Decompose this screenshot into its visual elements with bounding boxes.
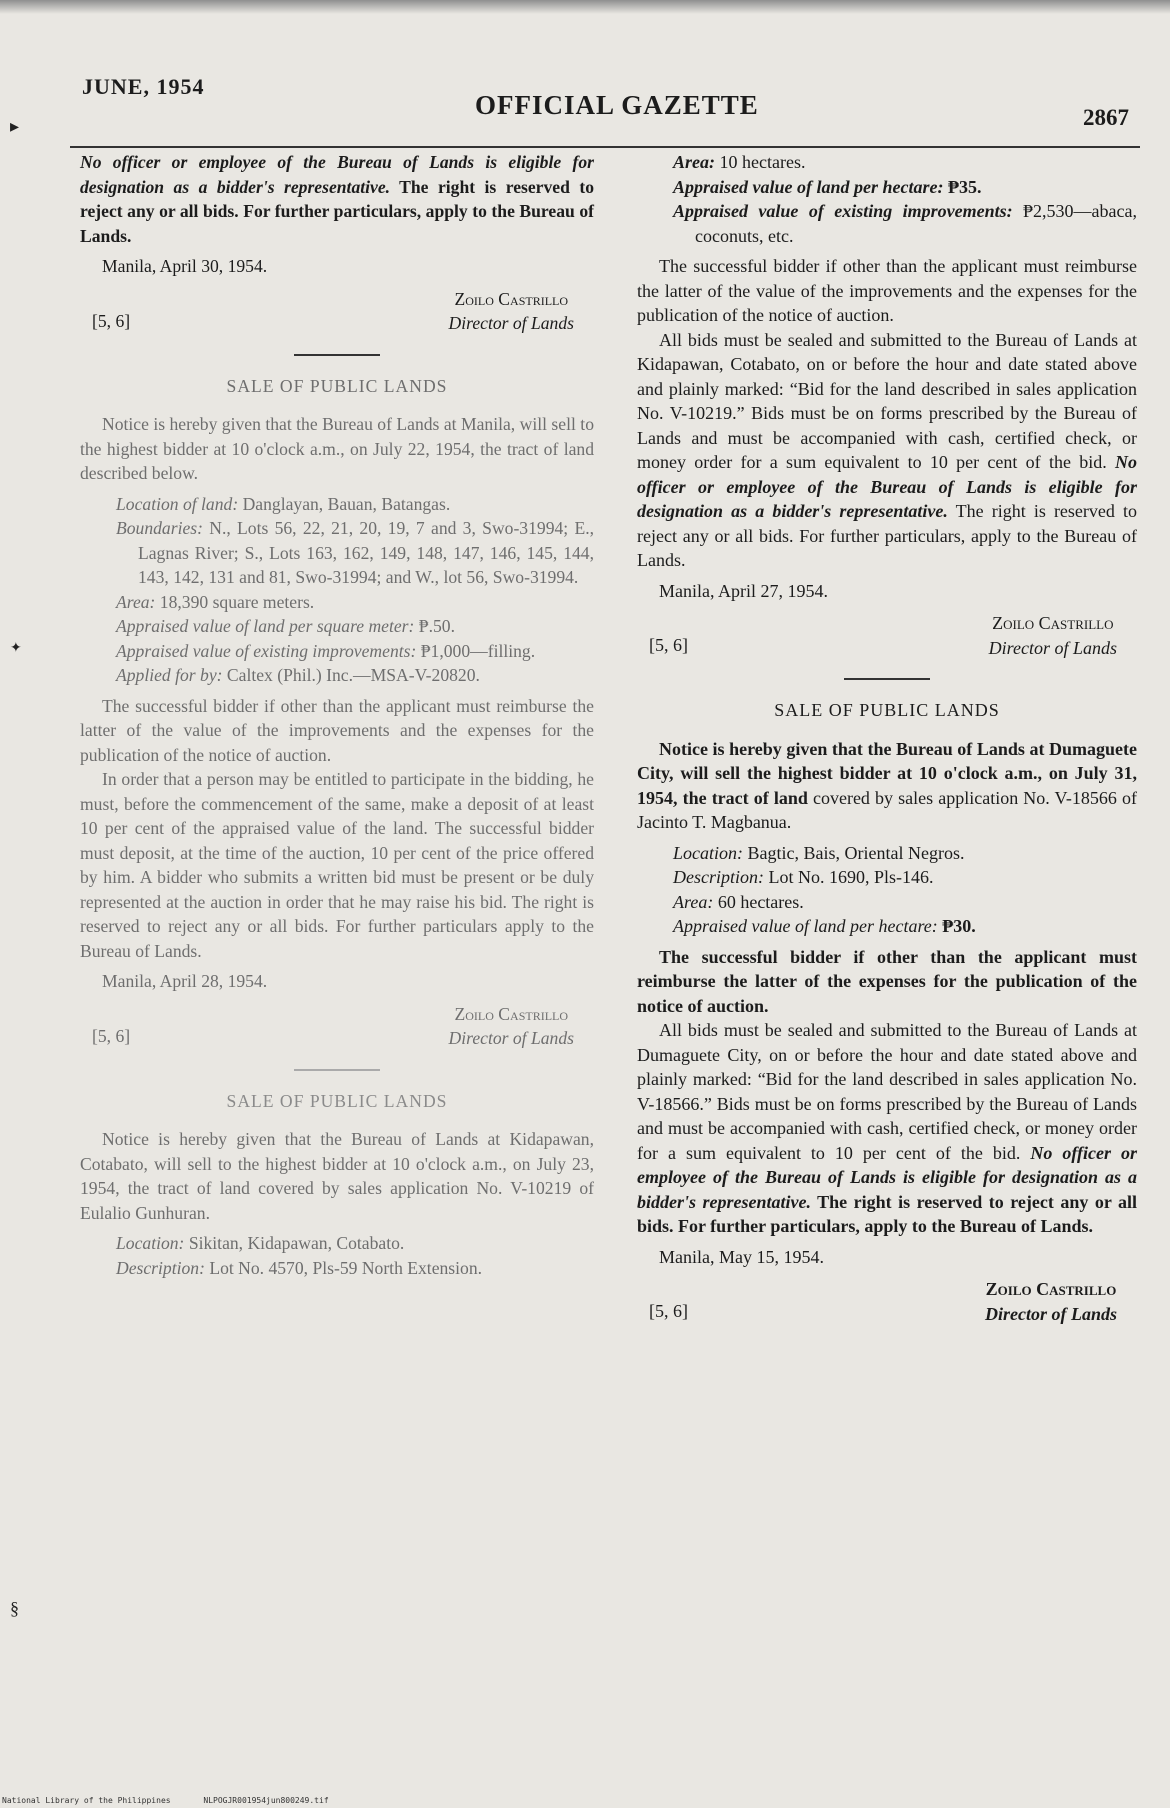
value: ₱.50. bbox=[414, 616, 455, 636]
section-divider bbox=[294, 1069, 380, 1071]
label: Location of land: bbox=[116, 493, 239, 514]
notice-3-location bbox=[637, 841, 1137, 866]
notice-3-signature bbox=[637, 1277, 1137, 1326]
notice-3 bbox=[637, 698, 1137, 1326]
notice-3-signer-title: Director of Lands bbox=[985, 1303, 1117, 1324]
label: Location: bbox=[116, 1233, 185, 1253]
label: Description: bbox=[116, 1257, 205, 1278]
notice-1-text: Notice is hereby given that the Bureau of Lands at Manila, will sell to the highest bidder at 10 o'clock a.m., on July 22, 1954, the tract of land described below. bbox=[80, 414, 594, 483]
value: Lot No. 4570, Pls-59 North Extension. bbox=[204, 1257, 483, 1278]
notice-1-area bbox=[80, 590, 594, 615]
value: Sikitan, Kidapawan, Cotabato. bbox=[184, 1233, 405, 1253]
footer-library: National Library of the Philippines bbox=[2, 1796, 171, 1805]
intro-italic-text: No officer or employee of the Bureau of Lands is eligible for designation as a bidder's representative. bbox=[80, 152, 594, 197]
notice-1-paragraph-2: In order that a person may be entitled to participate in the bidding, he must, before the commencement of the same, make a deposit of at least 10 per cent of the appraised value of the land. The successful bidder must deposit, at the time of the auction, 10 per cent of the price offered by him. A bidder who submits a written bid must be present or be duly represented at the auction in order that he may raise his bid. The right is reserved to reject any or all bids. For further particulars apply to the Bureau of Lands. bbox=[80, 769, 594, 961]
intro-code: [5, 6] bbox=[92, 310, 131, 331]
notice-2-description bbox=[80, 1256, 594, 1281]
label: Location: bbox=[673, 842, 743, 863]
notice-1-paragraph-1: The successful bidder if other than the applicant must reimburse the latter of the value of the improvements and the expenses for the publication of the notice of auction. bbox=[80, 695, 594, 765]
notice-2-location bbox=[80, 1231, 594, 1256]
value: Danglayan, Bauan, Batangas. bbox=[238, 493, 451, 514]
text: The right is reserved to reject any or all bids. For further particulars, apply to the Bureau of Lands. bbox=[637, 501, 1137, 570]
notice-2-paragraph-1: The successful bidder if other than the applicant must reimburse the latter of the value of the improvements and the expenses for the publication of the notice of auction. bbox=[637, 256, 1137, 325]
notice-2-appraised-improvements bbox=[637, 199, 1137, 248]
notice-3-text bbox=[637, 737, 1137, 835]
text: All bids must be sealed and submitted to the Bureau of Lands at Kidapawan, Cotabato, on or before the hour and date stated above and plainly marked: “Bid for the land described in sales application No. V-10219.” Bids must be on forms prescribed by the Bureau of Lands and must be accompanied with cash, certified check, or money order for a sum equivalent to 10 per cent of the bid. bbox=[637, 329, 1137, 472]
notice-1-applicant bbox=[80, 663, 594, 688]
header-date: JUNE, 1954 bbox=[82, 74, 205, 99]
label: Appraised value of existing improvements: bbox=[673, 201, 1013, 221]
section-divider bbox=[294, 354, 380, 356]
notice-1-signature bbox=[80, 1002, 594, 1051]
label: Boundaries: bbox=[116, 518, 203, 538]
header-rule bbox=[70, 146, 1140, 148]
notice-1-appraised-improvements bbox=[80, 639, 594, 664]
intro-text: The right is reserved to reject any or all bids. For further particulars, apply to the Bureau of Lands. bbox=[80, 176, 594, 246]
value: ₱1,000—filling. bbox=[416, 640, 536, 661]
label: Applied for by: bbox=[116, 665, 223, 685]
label: Appraised value of land per hectare: bbox=[673, 916, 938, 936]
notice-2-paragraph-2 bbox=[637, 328, 1137, 573]
intro-signer: Zoilo Castrillo bbox=[454, 288, 569, 309]
scan-top-band bbox=[0, 0, 1170, 14]
notice-2-signer-block bbox=[989, 611, 1137, 660]
notice-3-paragraph-1: The successful bidder if other than the applicant must reimburse the latter of the expenses for the publication of the notice of auction. bbox=[637, 946, 1137, 1016]
notice-1-signer-block bbox=[449, 1002, 594, 1051]
notice-2-signer: Zoilo Castrillo bbox=[992, 613, 1114, 633]
margin-mark: ▸ bbox=[10, 116, 20, 136]
notice-3-paragraph-2 bbox=[637, 1018, 1137, 1239]
notice-1-code: [5, 6] bbox=[92, 1025, 131, 1046]
value: 10 hectares. bbox=[715, 152, 806, 172]
intro-signature bbox=[80, 287, 594, 336]
value: ₱30. bbox=[937, 916, 976, 936]
notice-3-heading: SALE OF PUBLIC LANDS bbox=[774, 700, 1000, 720]
notice-2-date: Manila, April 27, 1954. bbox=[659, 580, 828, 601]
notice-2 bbox=[80, 1089, 594, 1281]
label: Appraised value of land per square meter: bbox=[116, 616, 415, 636]
notice-1 bbox=[80, 374, 594, 1051]
value: Caltex (Phil.) Inc.—MSA-V-20820. bbox=[222, 665, 480, 685]
section-divider bbox=[844, 678, 930, 680]
notice-1-heading: SALE OF PUBLIC LANDS bbox=[226, 375, 448, 396]
page-number: 2867 bbox=[1083, 105, 1129, 130]
value: Lot No. 1690, Pls-146. bbox=[763, 867, 934, 887]
text: All bids must be sealed and submitted to the Bureau of Lands at Dumaguete City, on or before the hour and date stated above and plainly marked: “Bid for the land described in sales application No. V-18566.” Bids must be on forms prescribed by the Bureau of Lands and must be accompanied with cash, certified check, or money order for a sum equivalent to 10 per cent of the bid. bbox=[637, 1020, 1137, 1163]
notice-3-date: Manila, May 15, 1954. bbox=[659, 1246, 824, 1267]
intro-date: Manila, April 30, 1954. bbox=[102, 256, 268, 276]
text: The right is reserved to reject any or all bids. For further particulars, apply to the Bureau of Lands. bbox=[637, 1191, 1137, 1236]
notice-2-signature bbox=[637, 611, 1137, 660]
notice-1-date: Manila, April 28, 1954. bbox=[102, 971, 268, 991]
value: 18,390 square meters. bbox=[155, 591, 315, 612]
notice-2-text: Notice is hereby given that the Bureau of Lands at Kidapawan, Cotabato, will sell to the highest bidder at 10 o'clock a.m., on July 23, 1954, the tract of land covered by sales application No. V-10219 of Eulalio Gunhuran. bbox=[80, 1129, 594, 1223]
label: Area: bbox=[673, 152, 715, 172]
left-column bbox=[80, 150, 594, 1280]
intro-signer-title: Director of Lands bbox=[448, 313, 574, 333]
value: N., Lots 56, 22, 21, 20, 19, 7 and 3, Swo-31994; E., Lagnas River; S., Lots 163, 162, 149, 148, 147, 146, 145, 144, 143, 142, 131 and 81, Swo-31994; and W., lot 56, Swo-31994. bbox=[138, 518, 594, 587]
text: covered by sales application No. V-18566 of Jacinto T. Magbanua. bbox=[637, 787, 1137, 832]
value: 60 hectares. bbox=[713, 891, 804, 912]
value: Bagtic, Bais, Oriental Negros. bbox=[743, 842, 965, 863]
label: Description: bbox=[673, 867, 764, 887]
notice-3-signer: Zoilo Castrillo bbox=[985, 1279, 1117, 1299]
intro-paragraph bbox=[80, 150, 594, 248]
header-title: OFFICIAL GAZETTE bbox=[475, 90, 759, 120]
label: Area: bbox=[673, 891, 714, 912]
notice-3-area bbox=[637, 890, 1137, 915]
footer-file: NLPOGJR001954jun800249.tif bbox=[203, 1796, 329, 1805]
margin-mark: ✦ bbox=[10, 641, 22, 656]
label: Appraised value of existing improvements: bbox=[116, 640, 417, 661]
notice-3-signer-block bbox=[985, 1277, 1137, 1326]
label: Area: bbox=[116, 591, 156, 612]
notice-2-heading: SALE OF PUBLIC LANDS bbox=[226, 1090, 448, 1111]
notice-3-code: [5, 6] bbox=[649, 1301, 688, 1321]
notice-2-area bbox=[637, 150, 1137, 175]
value: ₱2,530—abaca, coconuts, etc. bbox=[695, 201, 1138, 246]
notice-1-appraised-land bbox=[80, 614, 594, 639]
margin-mark: § bbox=[10, 1598, 19, 1618]
notice-2-code: [5, 6] bbox=[649, 635, 688, 655]
notice-1-boundaries bbox=[80, 516, 594, 590]
notice-2-appraised-land bbox=[637, 175, 1137, 200]
scan-footer bbox=[2, 1796, 357, 1805]
label: Appraised value of land per hectare: bbox=[673, 176, 944, 197]
italic-text: No officer or employee of the Bureau of Lands is eligible for designation as a bidder's representative. bbox=[637, 1142, 1137, 1212]
intro-signer-block bbox=[449, 287, 594, 336]
value: ₱35. bbox=[943, 176, 982, 197]
notice-2-signer-title: Director of Lands bbox=[988, 637, 1117, 658]
notice-3-appraised-land bbox=[637, 914, 1137, 939]
notice-3-description bbox=[637, 865, 1137, 890]
notice-1-signer: Zoilo Castrillo bbox=[454, 1003, 569, 1024]
italic-text: No officer or employee of the Bureau of Lands is eligible for designation as a bidder's representative. bbox=[637, 452, 1137, 521]
right-column bbox=[637, 150, 1137, 1326]
bold-text: Notice is hereby given that the Bureau of Lands at Dumaguete City, will sell the highest bidder at 10 o'clock a.m., on July 31, 1954, the tract of land bbox=[637, 738, 1137, 808]
notice-1-location bbox=[80, 492, 594, 517]
notice-1-signer-title: Director of Lands bbox=[448, 1028, 574, 1048]
